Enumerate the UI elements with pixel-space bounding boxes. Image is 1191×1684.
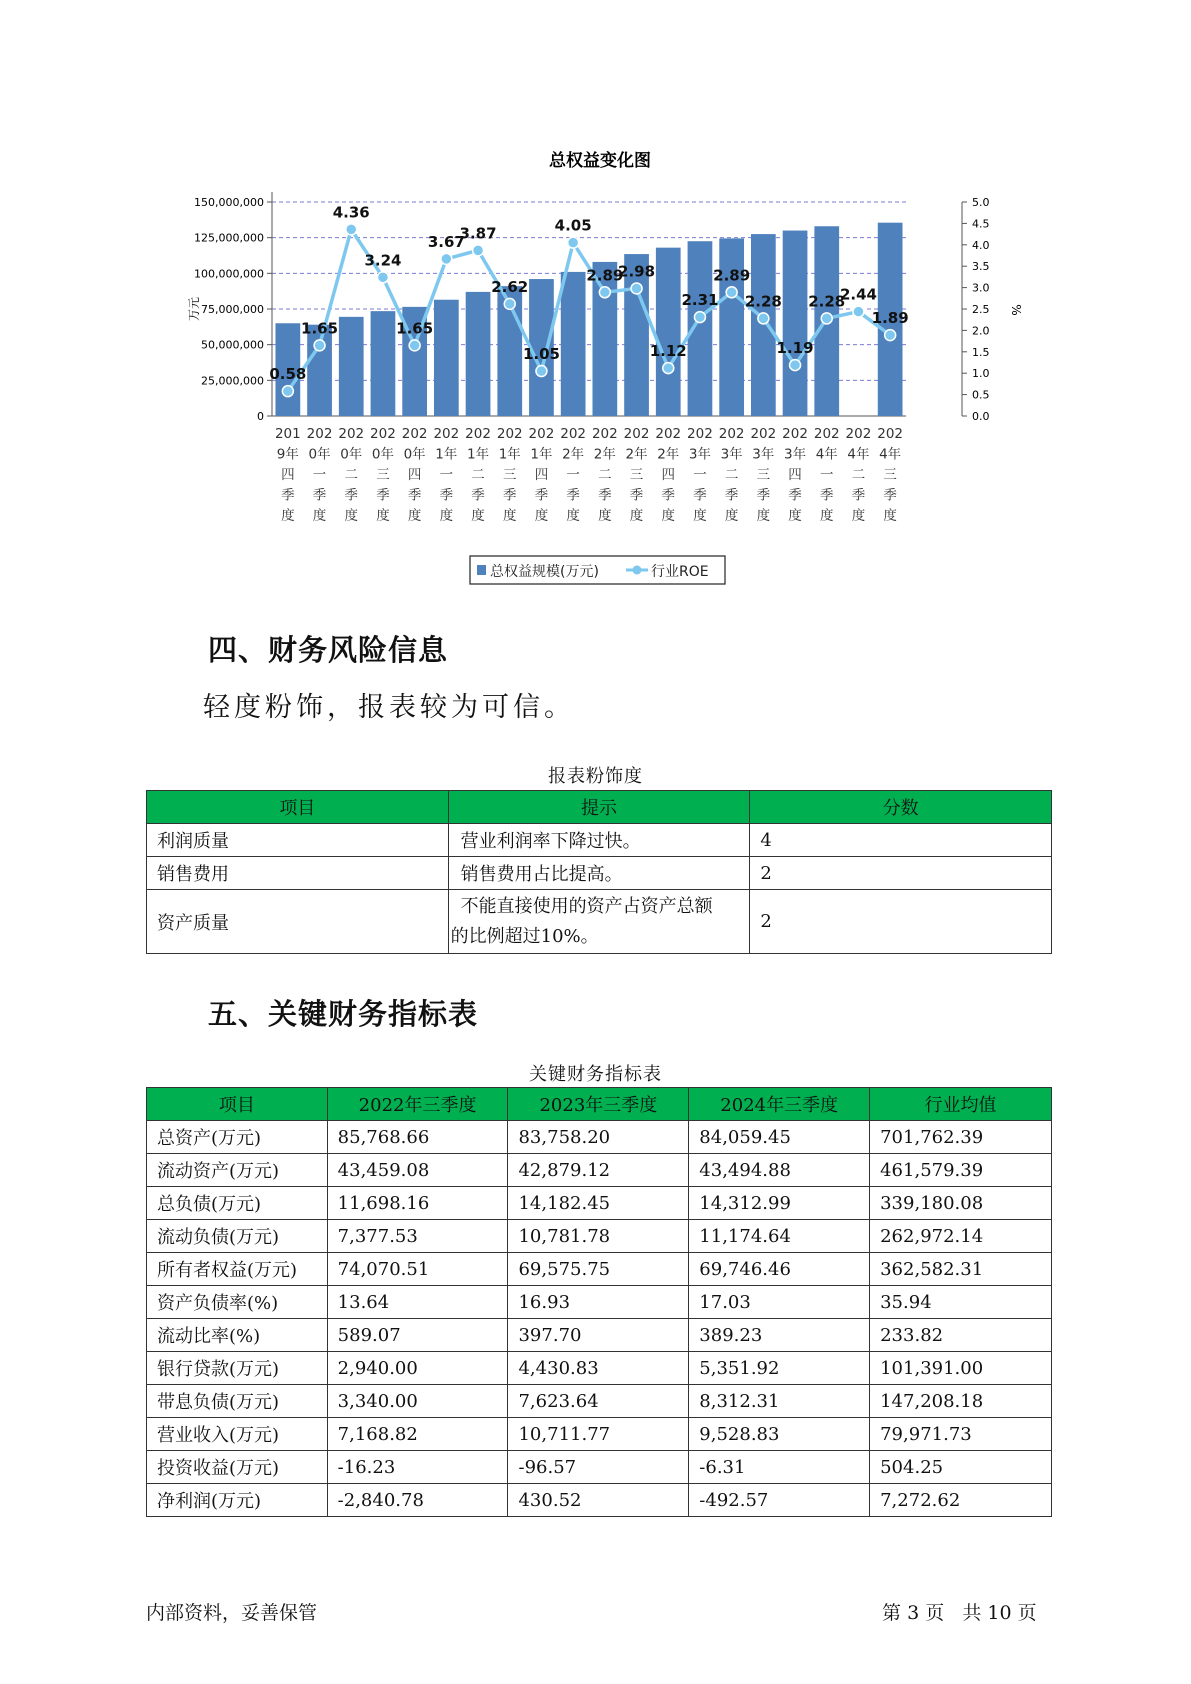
left-tick-label: 125,000,000 [194,231,264,245]
left-tick-label: 0 [257,410,264,423]
x-tick-label: 一 [439,467,454,483]
x-tick-label: 季 [851,487,866,504]
table-row [147,1121,1052,1154]
kpi-value: 8,312.31 [689,1385,870,1418]
kpi-value: 147,208.18 [870,1385,1052,1418]
x-tick-label: 二 [851,467,866,483]
x-tick-label: 3年 [720,446,743,463]
x-tick-label: 季 [503,487,517,504]
roe-data-label: 2.98 [618,262,656,281]
x-tick-label: 1年 [467,446,490,463]
x-tick-label: 季 [376,487,390,504]
risk-tip-text: 销售费用占比提高。 [460,864,623,885]
kpi-value: -16.23 [327,1451,508,1484]
roe-data-label: 1.89 [871,309,909,328]
legend-bar-label: 总权益规模(万元) [490,564,599,580]
page-mid: 页 [925,1602,945,1624]
roe-line [269,203,908,396]
roe-point [631,283,642,294]
equity-bar [466,292,491,416]
kpi-value: 362,582.31 [870,1253,1052,1286]
roe-point [314,340,325,351]
x-tick-label: 202 [877,426,904,442]
kpi-metric-name: 投资收益(万元) [147,1451,328,1484]
kpi-header-cell: 2024年三季度 [689,1088,870,1121]
risk-tip-line-1: 不能直接使用的资产占资产总额 [460,895,713,917]
kpi-value: -96.57 [508,1451,689,1484]
x-tick-label: 3年 [752,446,775,463]
roe-data-label: 2.28 [808,292,846,311]
roe-point [790,360,801,371]
kpi-value: 7,377.53 [327,1220,508,1253]
x-tick-label: 度 [788,508,802,524]
kpi-metric-name: 营业收入(万元) [147,1418,328,1451]
x-tick-label: 度 [407,508,422,524]
roe-point [282,386,293,397]
risk-item: 利润质量 [147,824,449,857]
kpi-metric-name: 所有者权益(万元) [147,1253,328,1286]
x-tick-label: 四 [407,467,422,483]
x-tick-label: 四 [281,467,295,483]
right-tick-label: 4.5 [972,217,990,231]
roe-data-label: 1.19 [776,339,814,358]
x-tick-label: 1年 [435,446,458,463]
kpi-value: 589.07 [327,1319,508,1352]
x-tick-label: 三 [629,467,644,483]
x-tick-label: 度 [376,508,390,524]
footer-page-number [882,1598,1037,1625]
x-tick-label: 2年 [593,446,616,463]
kpi-value: 42,879.12 [508,1154,689,1187]
x-tick-label: 二 [344,467,358,483]
risk-header-tip: 提示 [448,791,750,824]
page-total: 10 [987,1602,1012,1624]
kpi-section-heading: 五、关键财务指标表 [208,997,479,1031]
kpi-header-cell: 2023年三季度 [508,1088,689,1121]
x-tick-label: 202 [496,426,523,442]
x-tick-label: 度 [598,508,612,524]
x-tick-label: 202 [401,426,428,442]
kpi-table-body [147,1121,1052,1517]
kpi-header-cell: 行业均值 [870,1088,1052,1121]
table-row [147,1385,1052,1418]
x-tick-label: 季 [439,487,454,504]
x-tick-label: 三 [376,467,390,483]
risk-score: 2 [750,890,1052,954]
x-tick-label: 度 [344,508,358,524]
kpi-header-cell: 2022年三季度 [327,1088,508,1121]
equity-bar [339,317,364,416]
kpi-value: 504.25 [870,1451,1052,1484]
x-tick-label: 度 [724,508,739,524]
roe-data-label: 3.24 [364,251,402,270]
kpi-value: 35.94 [870,1286,1052,1319]
equity-bar [656,248,681,416]
x-tick-label: 202 [560,426,587,442]
risk-tip-text: 营业利润率下降过快。 [460,831,641,852]
risk-table [146,790,1052,954]
x-tick-label: 度 [756,508,771,524]
roe-data-label: 1.05 [522,345,560,364]
x-tick-label: 季 [883,487,897,504]
table-row [147,1220,1052,1253]
risk-tip [448,824,750,857]
kpi-value: 339,180.08 [870,1187,1052,1220]
roe-point [853,306,864,317]
kpi-value: -2,840.78 [327,1484,508,1517]
table-row [147,857,1052,890]
x-tick-label: 202 [845,426,872,442]
x-tick-label: 3年 [688,446,711,463]
kpi-value: 233.82 [870,1319,1052,1352]
legend-bar-swatch [477,565,486,575]
kpi-header-row [147,1088,1052,1121]
x-tick-label: 四 [534,467,549,483]
kpi-value: 5,351.92 [689,1352,870,1385]
x-tick-label: 201 [274,426,301,442]
kpi-metric-name: 总负债(万元) [147,1187,328,1220]
roe-point [568,237,579,248]
page-current: 3 [907,1602,920,1624]
x-tick-label: 2年 [625,446,648,463]
x-tick-label: 三 [883,467,897,483]
table-row [147,1352,1052,1385]
x-tick-label: 202 [370,426,396,442]
equity-bar [434,300,459,416]
table-row [147,1154,1052,1187]
x-tick-label: 度 [820,508,834,524]
risk-summary: 轻度粉饰，报表较为可信。 [203,692,575,723]
equity-bar [307,325,332,416]
roe-data-label: 2.28 [744,292,782,311]
left-tick-label: 25,000,000 [201,374,264,388]
kpi-value: -492.57 [689,1484,870,1517]
x-tick-label: 度 [566,508,580,524]
x-tick-label: 度 [693,508,707,524]
kpi-value: 430.52 [508,1484,689,1517]
page-total-prefix: 共 [962,1602,982,1624]
right-tick-label: 2.0 [972,324,990,338]
x-tick-label: 202 [718,426,745,442]
kpi-value: 13.64 [327,1286,508,1319]
right-tick-label: 4.0 [972,238,990,252]
x-axis-labels [275,426,903,524]
page-suffix: 页 [1017,1602,1037,1624]
roe-point [504,298,515,309]
x-tick-label: 3年 [784,446,807,463]
roe-point [409,340,420,351]
kpi-value: 389.23 [689,1319,870,1352]
right-tick-label: 1.0 [972,367,990,381]
x-tick-label: 季 [471,487,485,504]
x-tick-label: 一 [820,467,834,483]
kpi-value: 3,340.00 [327,1385,508,1418]
roe-point [758,313,769,324]
roe-data-label: 1.65 [301,319,339,338]
roe-data-label: 2.62 [491,277,529,296]
equity-bar [561,272,586,416]
risk-tip [448,857,750,890]
x-tick-label: 二 [598,467,612,483]
kpi-value: 43,494.88 [689,1154,870,1187]
risk-header-score: 分数 [750,791,1052,824]
x-tick-label: 度 [439,508,454,524]
x-tick-label: 202 [465,426,491,442]
kpi-metric-name: 流动负债(万元) [147,1220,328,1253]
roe-point [536,366,547,377]
kpi-header-cell: 项目 [147,1088,328,1121]
x-tick-label: 4年 [847,446,870,463]
x-tick-label: 季 [312,487,327,504]
kpi-value: 4,430.83 [508,1352,689,1385]
x-tick-label: 9年 [276,446,299,463]
kpi-value: 10,781.78 [508,1220,689,1253]
kpi-value: 10,711.77 [508,1418,689,1451]
kpi-value: 69,575.75 [508,1253,689,1286]
x-tick-label: 0年 [340,446,363,463]
x-tick-label: 季 [661,487,675,504]
x-tick-label: 202 [655,426,682,442]
risk-table-caption: 报表粉饰度 [548,766,643,787]
kpi-metric-name: 流动比率(%) [147,1319,328,1352]
left-axis-title: 万元 [187,296,201,322]
kpi-value: 101,391.00 [870,1352,1052,1385]
x-tick-label: 202 [338,426,365,442]
kpi-value: 7,623.64 [508,1385,689,1418]
x-tick-label: 202 [306,426,333,442]
x-tick-label: 三 [503,467,517,483]
roe-data-label: 4.36 [332,203,370,222]
x-tick-label: 202 [687,426,713,442]
x-tick-label: 季 [788,487,802,504]
kpi-table [146,1087,1052,1517]
kpi-value: 701,762.39 [870,1121,1052,1154]
table-row [147,1484,1052,1517]
kpi-value: 7,272.62 [870,1484,1052,1517]
right-axis [962,196,1023,423]
x-tick-label: 一 [693,467,707,483]
roe-data-label: 3.87 [459,224,497,243]
roe-point [821,313,832,324]
roe-point [694,312,705,323]
roe-data-label: 0.58 [269,365,307,384]
x-tick-label: 4年 [815,446,838,463]
x-tick-label: 202 [750,426,777,442]
kpi-metric-name: 总资产(万元) [147,1121,328,1154]
roe-data-label: 2.89 [586,266,624,285]
x-tick-label: 0年 [308,446,331,463]
total-equity-chart [0,0,1191,600]
chart-legend [470,556,725,584]
equity-bar [751,234,776,416]
x-tick-label: 202 [813,426,840,442]
kpi-value: 85,768.66 [327,1121,508,1154]
x-tick-label: 度 [534,508,549,524]
x-tick-label: 2年 [562,446,585,463]
roe-point [663,363,674,374]
kpi-value: 14,312.99 [689,1187,870,1220]
x-tick-label: 度 [312,508,327,524]
right-tick-label: 2.5 [972,303,990,316]
x-tick-label: 0年 [371,446,394,463]
roe-point [726,287,737,298]
roe-point [599,287,610,298]
roe-point [441,253,452,264]
left-tick-label: 150,000,000 [194,196,264,209]
kpi-metric-name: 资产负债率(%) [147,1286,328,1319]
roe-point [473,245,484,256]
x-tick-label: 四 [661,467,675,483]
roe-point [346,224,357,235]
equity-bar [719,238,744,416]
roe-data-label: 4.05 [554,216,592,235]
x-tick-label: 季 [407,487,422,504]
equity-bar [371,311,396,416]
x-tick-label: 0年 [403,446,426,463]
roe-point [885,330,896,341]
x-tick-label: 季 [598,487,612,504]
x-tick-label: 季 [820,487,834,504]
kpi-value: 262,972.14 [870,1220,1052,1253]
kpi-value: 74,070.51 [327,1253,508,1286]
risk-header-item: 项目 [147,791,449,824]
kpi-value: 79,971.73 [870,1418,1052,1451]
kpi-metric-name: 流动资产(万元) [147,1154,328,1187]
kpi-value: 83,758.20 [508,1121,689,1154]
roe-data-label: 2.89 [713,266,751,285]
legend-line-marker [633,566,642,575]
table-row [147,824,1052,857]
kpi-value: 11,698.16 [327,1187,508,1220]
roe-data-label: 3.67 [427,232,465,251]
roe-data-label: 2.44 [839,285,877,304]
risk-tip-line-2: 的比例超过10%。 [450,925,599,947]
risk-score: 4 [750,824,1052,857]
kpi-value: 84,059.45 [689,1121,870,1154]
x-tick-label: 度 [883,508,897,524]
risk-item: 销售费用 [147,857,449,890]
x-tick-label: 季 [281,487,295,504]
kpi-value: 9,528.83 [689,1418,870,1451]
x-tick-label: 四 [788,467,802,483]
kpi-value: 7,168.82 [327,1418,508,1451]
roe-data-label: 1.12 [649,342,687,361]
x-tick-label: 度 [629,508,644,524]
risk-section-heading: 四、财务风险信息 [208,633,449,667]
kpi-value: 17.03 [689,1286,870,1319]
kpi-value: -6.31 [689,1451,870,1484]
kpi-value: 397.70 [508,1319,689,1352]
equity-bar [592,262,617,416]
table-row [147,1418,1052,1451]
x-tick-label: 202 [433,426,460,442]
x-tick-label: 季 [756,487,771,504]
x-tick-label: 二 [724,467,739,483]
x-tick-label: 4年 [879,446,902,463]
table-row [147,1286,1052,1319]
x-tick-label: 季 [534,487,549,504]
right-tick-label: 0.5 [972,388,990,402]
chart-title: 总权益变化图 [549,151,651,171]
x-tick-label: 度 [471,508,485,524]
x-tick-label: 季 [344,487,358,504]
roe-data-label: 2.31 [681,291,719,310]
x-tick-label: 一 [566,467,580,483]
page-prefix: 第 [882,1602,902,1624]
x-tick-label: 季 [566,487,580,504]
x-tick-label: 季 [693,487,707,504]
right-tick-label: 0.0 [972,410,990,423]
x-tick-label: 一 [312,467,327,483]
roe-point [377,272,388,283]
footer-confidential: 内部资料，妥善保管 [146,1602,318,1624]
x-tick-label: 度 [503,508,517,524]
kpi-value: 16.93 [508,1286,689,1319]
risk-tip [448,890,750,954]
kpi-metric-name: 带息负债(万元) [147,1385,328,1418]
risk-item: 资产质量 [147,890,449,954]
x-tick-label: 202 [591,426,618,442]
right-tick-label: 3.0 [972,281,990,295]
risk-score: 2 [750,857,1052,890]
risk-table-header [147,791,1052,824]
kpi-value: 461,579.39 [870,1154,1052,1187]
right-axis-title: % [1009,304,1023,316]
table-row [147,1319,1052,1352]
kpi-value: 69,746.46 [689,1253,870,1286]
x-tick-label: 202 [782,426,808,442]
table-row [147,1187,1052,1220]
x-tick-label: 度 [281,508,295,524]
kpi-metric-name: 银行贷款(万元) [147,1352,328,1385]
x-tick-label: 2年 [657,446,680,463]
equity-bar [783,231,808,416]
left-tick-label: 100,000,000 [194,267,264,281]
x-tick-label: 三 [756,467,771,483]
right-tick-label: 5.0 [972,196,990,209]
table-row [147,1253,1052,1286]
x-tick-label: 度 [851,508,866,524]
x-tick-label: 季 [629,487,644,504]
x-tick-label: 202 [528,426,555,442]
right-tick-label: 3.5 [972,260,990,274]
kpi-value: 11,174.64 [689,1220,870,1253]
kpi-value: 2,940.00 [327,1352,508,1385]
left-tick-label: 75,000,000 [201,303,264,316]
kpi-value: 14,182.45 [508,1187,689,1220]
kpi-metric-name: 净利润(万元) [147,1484,328,1517]
x-tick-label: 二 [471,467,485,483]
x-tick-label: 202 [623,426,650,442]
roe-data-label: 1.65 [396,319,434,338]
kpi-table-header [147,1088,1052,1121]
x-tick-label: 1年 [530,446,553,463]
left-tick-label: 50,000,000 [201,338,264,352]
table-row [147,890,1052,954]
kpi-value: 43,459.08 [327,1154,508,1187]
table-row [147,1451,1052,1484]
kpi-table-caption: 关键财务指标表 [529,1064,662,1085]
x-tick-label: 季 [724,487,739,504]
legend-line-label: 行业ROE [651,564,709,580]
x-tick-label: 1年 [498,446,521,463]
x-tick-label: 度 [661,508,675,524]
right-tick-label: 1.5 [972,345,990,359]
